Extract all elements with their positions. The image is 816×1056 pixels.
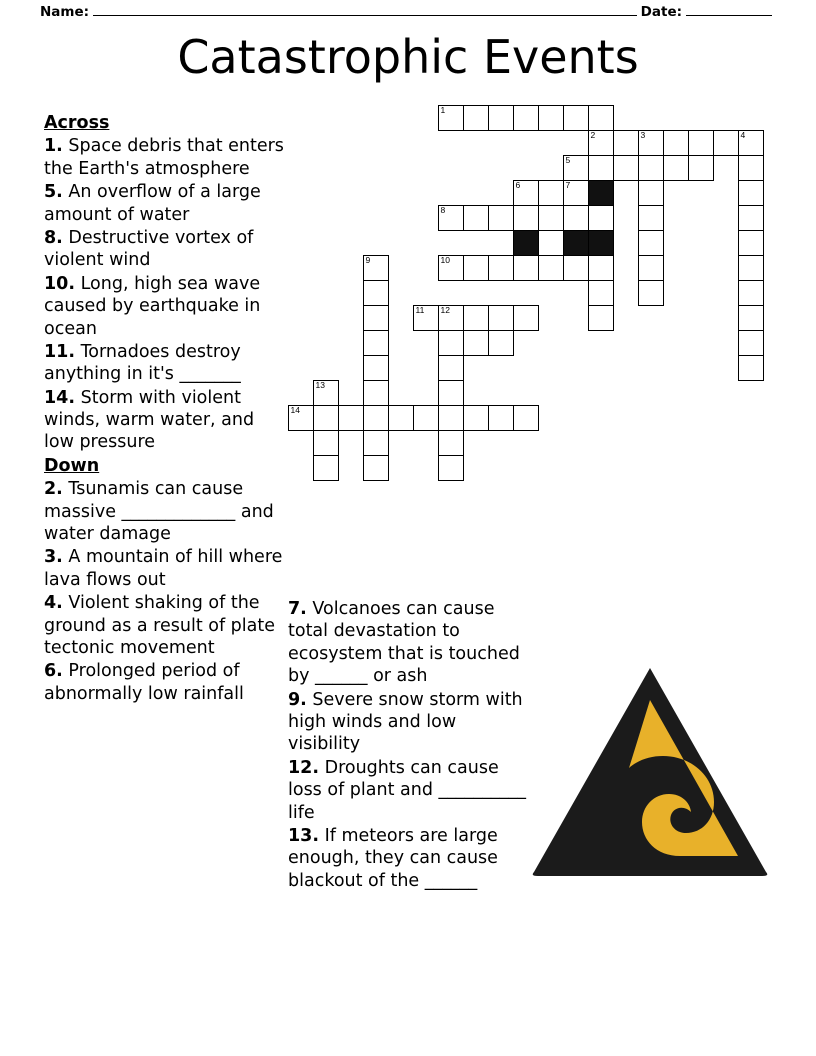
grid-cell[interactable] xyxy=(738,255,764,281)
grid-cell[interactable] xyxy=(413,305,439,331)
grid-cell[interactable] xyxy=(438,305,464,331)
grid-cell-number: 11 xyxy=(415,305,425,315)
grid-cell[interactable] xyxy=(538,205,564,231)
clue-down-13 xyxy=(288,825,530,892)
clue-down-12 xyxy=(288,757,530,824)
grid-cell[interactable] xyxy=(588,130,614,156)
date-label: Date: xyxy=(640,4,682,20)
grid-cell[interactable] xyxy=(638,280,664,306)
clue-text: Prolonged period of abnormally low rainfall xyxy=(44,661,244,704)
grid-cell[interactable] xyxy=(288,405,314,431)
clue-across-8 xyxy=(44,227,284,272)
clue-across-1 xyxy=(44,135,284,180)
grid-cell[interactable] xyxy=(513,105,539,131)
grid-cell[interactable] xyxy=(713,130,739,156)
grid-cell[interactable] xyxy=(438,455,464,481)
grid-cell[interactable] xyxy=(688,130,714,156)
clue-down-3 xyxy=(44,546,284,591)
clue-across-14 xyxy=(44,387,284,454)
clue-across-10 xyxy=(44,273,284,340)
grid-cell[interactable] xyxy=(588,205,614,231)
grid-cell[interactable] xyxy=(313,430,339,456)
grid-cell-number: 13 xyxy=(315,380,325,390)
grid-cell[interactable] xyxy=(438,380,464,406)
grid-cell[interactable] xyxy=(663,155,689,181)
grid-cell[interactable] xyxy=(738,305,764,331)
grid-cell[interactable] xyxy=(588,255,614,281)
grid-cell[interactable] xyxy=(588,305,614,331)
grid-cell[interactable] xyxy=(363,330,389,356)
grid-cell[interactable] xyxy=(438,105,464,131)
clue-text: Volcanoes can cause total devastation to ecosystem that is touched by ______ or ash xyxy=(288,599,520,687)
grid-cell-number: 3 xyxy=(640,130,646,140)
grid-cell-blocked xyxy=(513,230,539,256)
grid-cell[interactable] xyxy=(513,255,539,281)
clue-text: Space debris that enters the Earth's atmosphere xyxy=(44,136,284,179)
grid-cell[interactable] xyxy=(513,205,539,231)
grid-cell[interactable] xyxy=(638,180,664,206)
grid-cell[interactable] xyxy=(588,105,614,131)
grid-cell[interactable] xyxy=(638,130,664,156)
grid-cell[interactable] xyxy=(563,180,589,206)
grid-cell[interactable] xyxy=(388,405,414,431)
grid-cell[interactable] xyxy=(588,155,614,181)
grid-cell[interactable] xyxy=(438,355,464,381)
grid-cell[interactable] xyxy=(563,155,589,181)
grid-cell-number: 4 xyxy=(740,130,746,140)
grid-cell[interactable] xyxy=(363,430,389,456)
grid-cell[interactable] xyxy=(338,405,364,431)
clue-text: Violent shaking of the ground as a result of plate tectonic movement xyxy=(44,593,275,658)
clue-number: 5. xyxy=(44,182,63,203)
grid-cell[interactable] xyxy=(513,305,539,331)
clue-down-9 xyxy=(288,689,530,756)
grid-cell[interactable] xyxy=(738,230,764,256)
grid-cell[interactable] xyxy=(563,205,589,231)
grid-cell[interactable] xyxy=(463,205,489,231)
clue-number: 7. xyxy=(288,599,307,619)
grid-cell[interactable] xyxy=(488,405,514,431)
grid-cell[interactable] xyxy=(488,105,514,131)
clue-text: Storm with violent winds, warm water, and low pressure xyxy=(44,387,255,453)
grid-cell-number: 1 xyxy=(440,105,446,115)
grid-cell[interactable] xyxy=(563,255,589,281)
clue-number: 2. xyxy=(44,479,63,500)
grid-cell[interactable] xyxy=(488,205,514,231)
crossword-grid[interactable] xyxy=(288,105,788,495)
clue-across-5 xyxy=(44,181,284,226)
grid-cell-number: 12 xyxy=(440,305,450,315)
grid-cell[interactable] xyxy=(438,405,464,431)
grid-cell[interactable] xyxy=(488,255,514,281)
grid-cell[interactable] xyxy=(538,180,564,206)
grid-cell[interactable] xyxy=(438,330,464,356)
grid-cell[interactable] xyxy=(638,255,664,281)
name-date-row xyxy=(40,4,776,20)
clue-text: Tsunamis can cause massive _____________ and water damage xyxy=(44,479,274,545)
clue-number: 13. xyxy=(288,825,320,846)
page-title: Catastrophic Events xyxy=(177,30,639,84)
grid-cell[interactable] xyxy=(613,130,639,156)
clue-number: 6. xyxy=(44,661,63,682)
name-label: Name: xyxy=(40,4,90,20)
clue-across-11 xyxy=(44,341,284,386)
grid-cell[interactable] xyxy=(513,405,539,431)
grid-cell-number: 8 xyxy=(440,205,446,215)
grid-cell[interactable] xyxy=(688,155,714,181)
grid-cell[interactable] xyxy=(363,355,389,381)
grid-cell[interactable] xyxy=(463,255,489,281)
grid-cell[interactable] xyxy=(463,105,489,131)
grid-cell-number: 9 xyxy=(365,255,371,265)
clue-text: If meteors are large enough, they can cause blackout of the ______ xyxy=(288,825,498,891)
clue-number: 10. xyxy=(44,273,76,294)
grid-cell[interactable] xyxy=(463,405,489,431)
grid-cell[interactable] xyxy=(438,430,464,456)
grid-cell-blocked xyxy=(588,180,614,206)
grid-cell[interactable] xyxy=(738,280,764,306)
down-heading: Down xyxy=(44,455,100,476)
grid-cell-blocked xyxy=(588,230,614,256)
grid-cell[interactable] xyxy=(638,205,664,231)
across-heading: Across xyxy=(44,113,110,133)
grid-cell[interactable] xyxy=(538,255,564,281)
clue-text: Long, high sea wave caused by earthquake in ocean xyxy=(44,273,261,339)
grid-cell[interactable] xyxy=(738,205,764,231)
clue-number: 1. xyxy=(44,136,63,157)
grid-cell[interactable] xyxy=(738,330,764,356)
grid-cell[interactable] xyxy=(463,330,489,356)
grid-cell[interactable] xyxy=(738,155,764,181)
grid-cell[interactable] xyxy=(488,330,514,356)
grid-cell-number: 6 xyxy=(515,180,521,190)
clue-number: 12. xyxy=(288,757,320,778)
grid-cell-number: 2 xyxy=(590,130,596,140)
grid-cell[interactable] xyxy=(738,180,764,206)
grid-cell-number: 10 xyxy=(440,255,450,265)
grid-cell[interactable] xyxy=(513,180,539,206)
grid-cell[interactable] xyxy=(538,105,564,131)
grid-cell[interactable] xyxy=(438,205,464,231)
grid-cell[interactable] xyxy=(313,380,339,406)
clue-down-6 xyxy=(44,660,284,705)
grid-cell[interactable] xyxy=(588,280,614,306)
grid-cell[interactable] xyxy=(363,455,389,481)
grid-cell[interactable] xyxy=(488,305,514,331)
grid-cell[interactable] xyxy=(638,155,664,181)
grid-cell[interactable] xyxy=(463,305,489,331)
grid-cell[interactable] xyxy=(663,130,689,156)
clues-column-left xyxy=(44,112,284,706)
clue-down-4 xyxy=(44,592,284,659)
clue-number: 3. xyxy=(44,547,63,568)
grid-cell[interactable] xyxy=(613,155,639,181)
grid-cell[interactable] xyxy=(313,405,339,431)
grid-cell[interactable] xyxy=(563,105,589,131)
clue-text: Droughts can cause loss of plant and __________ life xyxy=(288,757,526,823)
clue-number: 4. xyxy=(44,593,63,614)
clue-text: Destructive vortex of violent wind xyxy=(44,227,254,271)
clue-number: 11. xyxy=(44,341,76,362)
tsunami-warning-icon xyxy=(530,664,770,880)
name-write-line[interactable] xyxy=(93,15,637,16)
grid-cell[interactable] xyxy=(313,455,339,481)
clue-down-2 xyxy=(44,478,284,545)
clue-number: 9. xyxy=(288,689,307,710)
grid-cell-number: 7 xyxy=(565,180,571,190)
clue-text: A mountain of hill where lava flows out xyxy=(44,547,283,590)
grid-cell-blocked xyxy=(563,230,589,256)
grid-cell[interactable] xyxy=(363,380,389,406)
grid-cell[interactable] xyxy=(363,305,389,331)
clue-down-7 xyxy=(288,598,530,688)
clue-text: An overflow of a large amount of water xyxy=(44,182,261,225)
grid-cell[interactable] xyxy=(738,355,764,381)
clue-number: 8. xyxy=(44,227,63,248)
clue-text: Severe snow storm with high winds and low visibility xyxy=(288,689,523,755)
grid-cell[interactable] xyxy=(363,405,389,431)
grid-cell[interactable] xyxy=(438,255,464,281)
grid-cell[interactable] xyxy=(413,405,439,431)
grid-cell[interactable] xyxy=(363,255,389,281)
grid-cell-number: 5 xyxy=(565,155,571,165)
clues-column-middle xyxy=(288,598,530,893)
grid-cell-number: 14 xyxy=(290,405,300,415)
date-write-line[interactable] xyxy=(686,15,772,16)
grid-cell[interactable] xyxy=(363,280,389,306)
clue-number: 14. xyxy=(44,387,76,408)
grid-cell[interactable] xyxy=(638,230,664,256)
clue-text: Tornadoes destroy anything in it's _______ xyxy=(44,341,241,385)
grid-cell[interactable] xyxy=(738,130,764,156)
